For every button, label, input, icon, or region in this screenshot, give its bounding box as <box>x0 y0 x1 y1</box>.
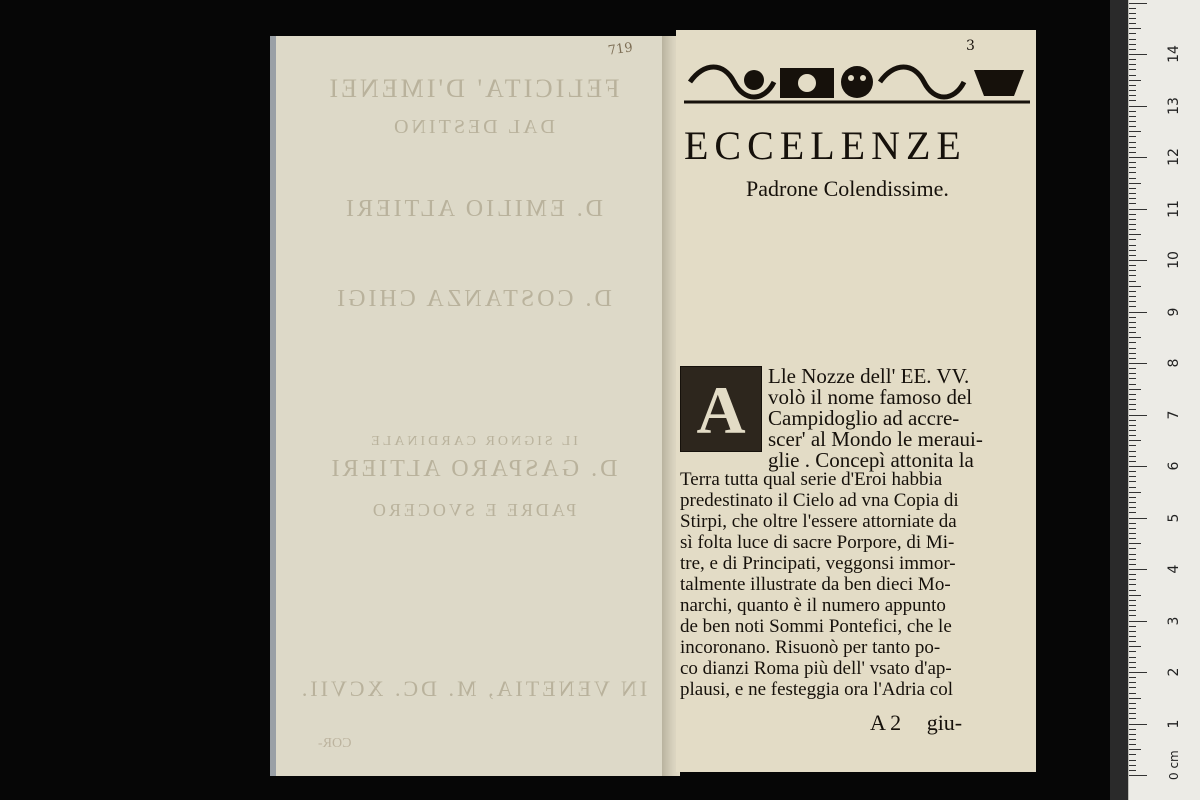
ruler-tick <box>1129 100 1136 101</box>
ruler-tick <box>1129 569 1147 570</box>
ruler-tick <box>1129 518 1147 519</box>
ruler-number: 12 <box>1166 148 1182 166</box>
ruler-tick <box>1129 131 1141 132</box>
ruler-tick <box>1129 409 1136 410</box>
ruler-tick <box>1129 687 1136 688</box>
ruler-tick <box>1129 548 1136 549</box>
page-mark: 719 <box>607 40 634 59</box>
ruler-tick <box>1129 59 1136 60</box>
ruler-tick <box>1129 533 1136 534</box>
ruler-tick <box>1129 415 1147 416</box>
ruler-tick <box>1129 121 1136 122</box>
ruler-number: 9 <box>1166 307 1182 316</box>
ruler-tick <box>1129 260 1147 261</box>
ruler-tick <box>1129 744 1136 745</box>
ruler-tick <box>1129 487 1136 488</box>
ruler-tick <box>1129 538 1136 539</box>
salutation: Padrone Colendissime. <box>746 176 949 201</box>
text-line: co dianzi Roma più dell' vsato d'ap- <box>680 658 952 679</box>
ruler-tick <box>1129 167 1136 168</box>
ruler-tick <box>1129 157 1147 158</box>
signature-mark: A 2 <box>870 710 902 735</box>
ruler-tick <box>1129 461 1136 462</box>
ruler-tick <box>1129 178 1136 179</box>
ruler-tick <box>1129 245 1136 246</box>
bleed-through-line: D. EMILIO ALTIERI <box>342 196 604 222</box>
bleed-through-line: IN VENETIA, M. DC. XCVII. <box>298 676 648 701</box>
ruler-tick <box>1129 296 1136 297</box>
ruler-number: 13 <box>1166 96 1182 115</box>
ruler-tick <box>1129 523 1136 524</box>
ruler-tick <box>1129 219 1136 220</box>
ruler-tick <box>1129 198 1136 199</box>
ruler-tick <box>1129 559 1136 560</box>
ruler-tick <box>1129 229 1136 230</box>
text-line: plausi, e ne festeggia ora l'Adria col <box>680 679 954 700</box>
text-line: volò il nome famoso del <box>768 385 973 409</box>
ruler-tick <box>1129 317 1136 318</box>
ruler-tick <box>1129 193 1136 194</box>
ruler-tick <box>1129 739 1136 740</box>
ornamental-headpiece <box>684 58 1030 106</box>
ruler-tick <box>1129 209 1147 210</box>
ruler-tick <box>1129 363 1147 364</box>
ruler-tick <box>1129 760 1136 761</box>
ruler-tick <box>1129 224 1136 225</box>
bleed-through-line: D. GASPARO ALTIERI <box>328 456 618 482</box>
ruler-tick <box>1129 281 1136 282</box>
ruler-tick <box>1129 389 1141 390</box>
ruler-tick <box>1129 404 1136 405</box>
bleed-through-line: IL SIGNOR CARDINALE <box>368 434 578 449</box>
ruler-tick <box>1129 394 1136 395</box>
ruler-number: 4 <box>1166 564 1182 574</box>
ruler-tick <box>1129 214 1136 215</box>
ruler-tick <box>1129 80 1141 81</box>
ruler-tick <box>1129 698 1141 699</box>
ruler-tick <box>1129 18 1136 19</box>
ruler-tick <box>1129 651 1136 652</box>
signature-line <box>870 710 962 736</box>
ruler-tick <box>1129 672 1147 673</box>
ruler-tick <box>1129 775 1147 776</box>
ruler-tick <box>1129 75 1136 76</box>
ruler-number: 8 <box>1166 358 1182 368</box>
ruler-tick <box>1129 162 1136 163</box>
ruler-tick <box>1129 564 1136 565</box>
ruler-tick <box>1129 152 1136 153</box>
ruler-tick <box>1129 106 1147 107</box>
ruler-tick <box>1129 399 1136 400</box>
ruler-tick <box>1129 348 1136 349</box>
ruler-number: 11 <box>1166 199 1182 218</box>
ruler-tick <box>1129 471 1136 472</box>
ruler-tick <box>1129 693 1136 694</box>
mount-edge <box>1110 0 1128 800</box>
bleed-through-line: DAL DESTINO <box>391 116 555 138</box>
ruler-tick <box>1129 605 1136 606</box>
ruler-tick <box>1129 69 1136 70</box>
ruler-tick <box>1129 378 1136 379</box>
ruler-tick <box>1129 574 1136 575</box>
ruler-tick <box>1129 682 1136 683</box>
ruler-tick <box>1129 456 1136 457</box>
ruler-tick <box>1129 641 1136 642</box>
ruler-tick <box>1129 631 1136 632</box>
ruler-tick <box>1129 579 1136 580</box>
ruler-tick <box>1129 255 1136 256</box>
ruler-tick <box>1129 270 1136 271</box>
ruler-tick <box>1129 451 1136 452</box>
ruler-tick <box>1129 286 1141 287</box>
ruler-tick <box>1129 306 1136 307</box>
ruler-tick <box>1129 49 1136 50</box>
ruler-tick <box>1129 703 1136 704</box>
ruler-tick <box>1129 301 1136 302</box>
ruler-tick <box>1129 337 1141 338</box>
text-line: glie . Concepì attonita la <box>768 448 974 472</box>
bleed-through-line: FELICITA' D'IMENEI <box>326 74 620 103</box>
bleed-through-line: D. COSTANZA CHIGI <box>334 286 612 312</box>
ruler-tick <box>1129 600 1136 601</box>
ruler-tick <box>1129 677 1136 678</box>
ruler-tick <box>1129 342 1136 343</box>
text-line: de ben noti Sommi Pontefici, che le <box>680 616 952 637</box>
ruler-tick <box>1129 502 1136 503</box>
ruler-number: 7 <box>1166 410 1182 419</box>
ruler-tick <box>1129 445 1136 446</box>
ruler-tick <box>1129 39 1136 40</box>
ruler-tick <box>1129 667 1136 668</box>
page-number: 3 <box>966 38 975 54</box>
ruler-tick <box>1129 3 1147 4</box>
ruler-tick <box>1129 718 1136 719</box>
ruler-tick <box>1129 729 1136 730</box>
right-page <box>676 30 1036 772</box>
ruler-tick <box>1129 147 1136 148</box>
page-heading: ECCELENZE <box>684 123 967 168</box>
text-line: narchi, quanto è il numero appunto <box>680 595 946 616</box>
ruler-tick <box>1129 765 1136 766</box>
ruler-number: 10 <box>1166 251 1182 269</box>
ruler-tick <box>1129 497 1136 498</box>
initial-letter: A <box>696 372 746 448</box>
ruler-tick <box>1129 713 1136 714</box>
ruler-tick <box>1129 657 1136 658</box>
ruler-tick <box>1129 435 1136 436</box>
ruler-tick <box>1129 85 1136 86</box>
ruler-number: 14 <box>1166 45 1182 63</box>
ruler-tick <box>1129 353 1136 354</box>
ruler-tick <box>1129 626 1136 627</box>
left-page <box>270 36 670 776</box>
ruler-tick <box>1129 312 1147 313</box>
bleed-through-line: PADRE E SVOCERO <box>369 500 577 520</box>
ruler-tick <box>1129 368 1136 369</box>
ruler-tick <box>1129 595 1141 596</box>
ruler-tick <box>1129 584 1136 585</box>
ruler-tick <box>1129 481 1136 482</box>
catchword: giu- <box>926 710 963 735</box>
ruler-number: 5 <box>1166 513 1182 522</box>
text-line: Terra tutta qual serie d'Eroi habbia <box>680 469 943 490</box>
ruler-tick <box>1129 28 1141 29</box>
scale-ruler <box>1128 0 1200 800</box>
ruler-tick <box>1129 239 1136 240</box>
ruler-tick <box>1129 44 1136 45</box>
text-line: incoronano. Risuonò per tanto po- <box>680 637 941 658</box>
text-line: tre, e di Principati, veggonsi immor- <box>680 553 956 574</box>
ruler-tick <box>1129 188 1136 189</box>
ruler-tick <box>1129 615 1136 616</box>
ruler-tick <box>1129 90 1136 91</box>
ruler-tick <box>1129 754 1136 755</box>
text-line: scer' al Mondo le meraui- <box>768 427 983 451</box>
ruler-tick <box>1129 250 1136 251</box>
ruler-tick <box>1129 621 1147 622</box>
ruler-tick <box>1129 528 1136 529</box>
ruler-tick <box>1129 142 1136 143</box>
ruler-tick <box>1129 116 1136 117</box>
ruler-tick <box>1129 54 1147 55</box>
ruler-tick <box>1129 172 1136 173</box>
ruler-tick <box>1129 183 1141 184</box>
ruler-tick <box>1129 646 1141 647</box>
ruler-tick <box>1129 136 1136 137</box>
ruler-tick <box>1129 430 1136 431</box>
ruler-tick <box>1129 384 1136 385</box>
ruler-tick <box>1129 749 1141 750</box>
ruler-tick <box>1129 64 1136 65</box>
ruler-tick <box>1129 291 1136 292</box>
decorated-initial <box>680 366 762 452</box>
ruler-tick <box>1129 358 1136 359</box>
ruler-tick <box>1129 420 1136 421</box>
text-line: Lle Nozze dell' EE. VV. <box>768 364 970 388</box>
ruler-unit-label: 0 cm <box>1167 750 1181 780</box>
ruler-tick <box>1129 111 1136 112</box>
ruler-tick <box>1129 332 1136 333</box>
ruler-tick <box>1129 13 1136 14</box>
ruler-tick <box>1129 636 1136 637</box>
ruler-number: 3 <box>1166 616 1182 625</box>
ruler-tick <box>1129 708 1136 709</box>
ruler-tick <box>1129 126 1136 127</box>
bleed-catchword: COR- <box>318 736 352 751</box>
ruler-tick <box>1129 770 1136 771</box>
ruler-number: 1 <box>1166 719 1182 728</box>
ruler-tick <box>1129 662 1136 663</box>
ruler-tick <box>1129 734 1136 735</box>
ruler-tick <box>1129 234 1141 235</box>
ruler-tick <box>1129 610 1136 611</box>
ruler-number: 2 <box>1166 667 1182 677</box>
ruler-tick <box>1129 476 1136 477</box>
text-line: Campidoglio ad accre- <box>768 406 960 430</box>
ruler-tick <box>1129 265 1136 266</box>
ruler-tick <box>1129 543 1141 544</box>
text-line: talmente illustrate da ben dieci Mo- <box>680 574 951 595</box>
ruler-tick <box>1129 466 1147 467</box>
text-line: Stirpi, che oltre l'essere attorniate da <box>680 511 957 532</box>
ruler-tick <box>1129 275 1136 276</box>
ruler-tick <box>1129 492 1141 493</box>
ruler-tick <box>1129 322 1136 323</box>
ruler-tick <box>1129 512 1136 513</box>
ruler-tick <box>1129 8 1136 9</box>
ruler-tick <box>1129 373 1136 374</box>
ruler-tick <box>1129 554 1136 555</box>
ruler-tick <box>1129 724 1147 725</box>
ruler-tick <box>1129 440 1141 441</box>
ruler-tick <box>1129 203 1136 204</box>
ruler-tick <box>1129 507 1136 508</box>
ruler-tick <box>1129 95 1136 96</box>
text-line: sì folta luce di sacre Porpore, di Mi- <box>680 532 955 553</box>
ruler-tick <box>1129 23 1136 24</box>
ruler-number: 6 <box>1166 461 1182 471</box>
text-line: predestinato il Cielo ad vna Copia di <box>680 490 959 511</box>
ruler-tick <box>1129 590 1136 591</box>
ruler-tick <box>1129 33 1136 34</box>
ruler-tick <box>1129 425 1136 426</box>
ruler-tick <box>1129 327 1136 328</box>
